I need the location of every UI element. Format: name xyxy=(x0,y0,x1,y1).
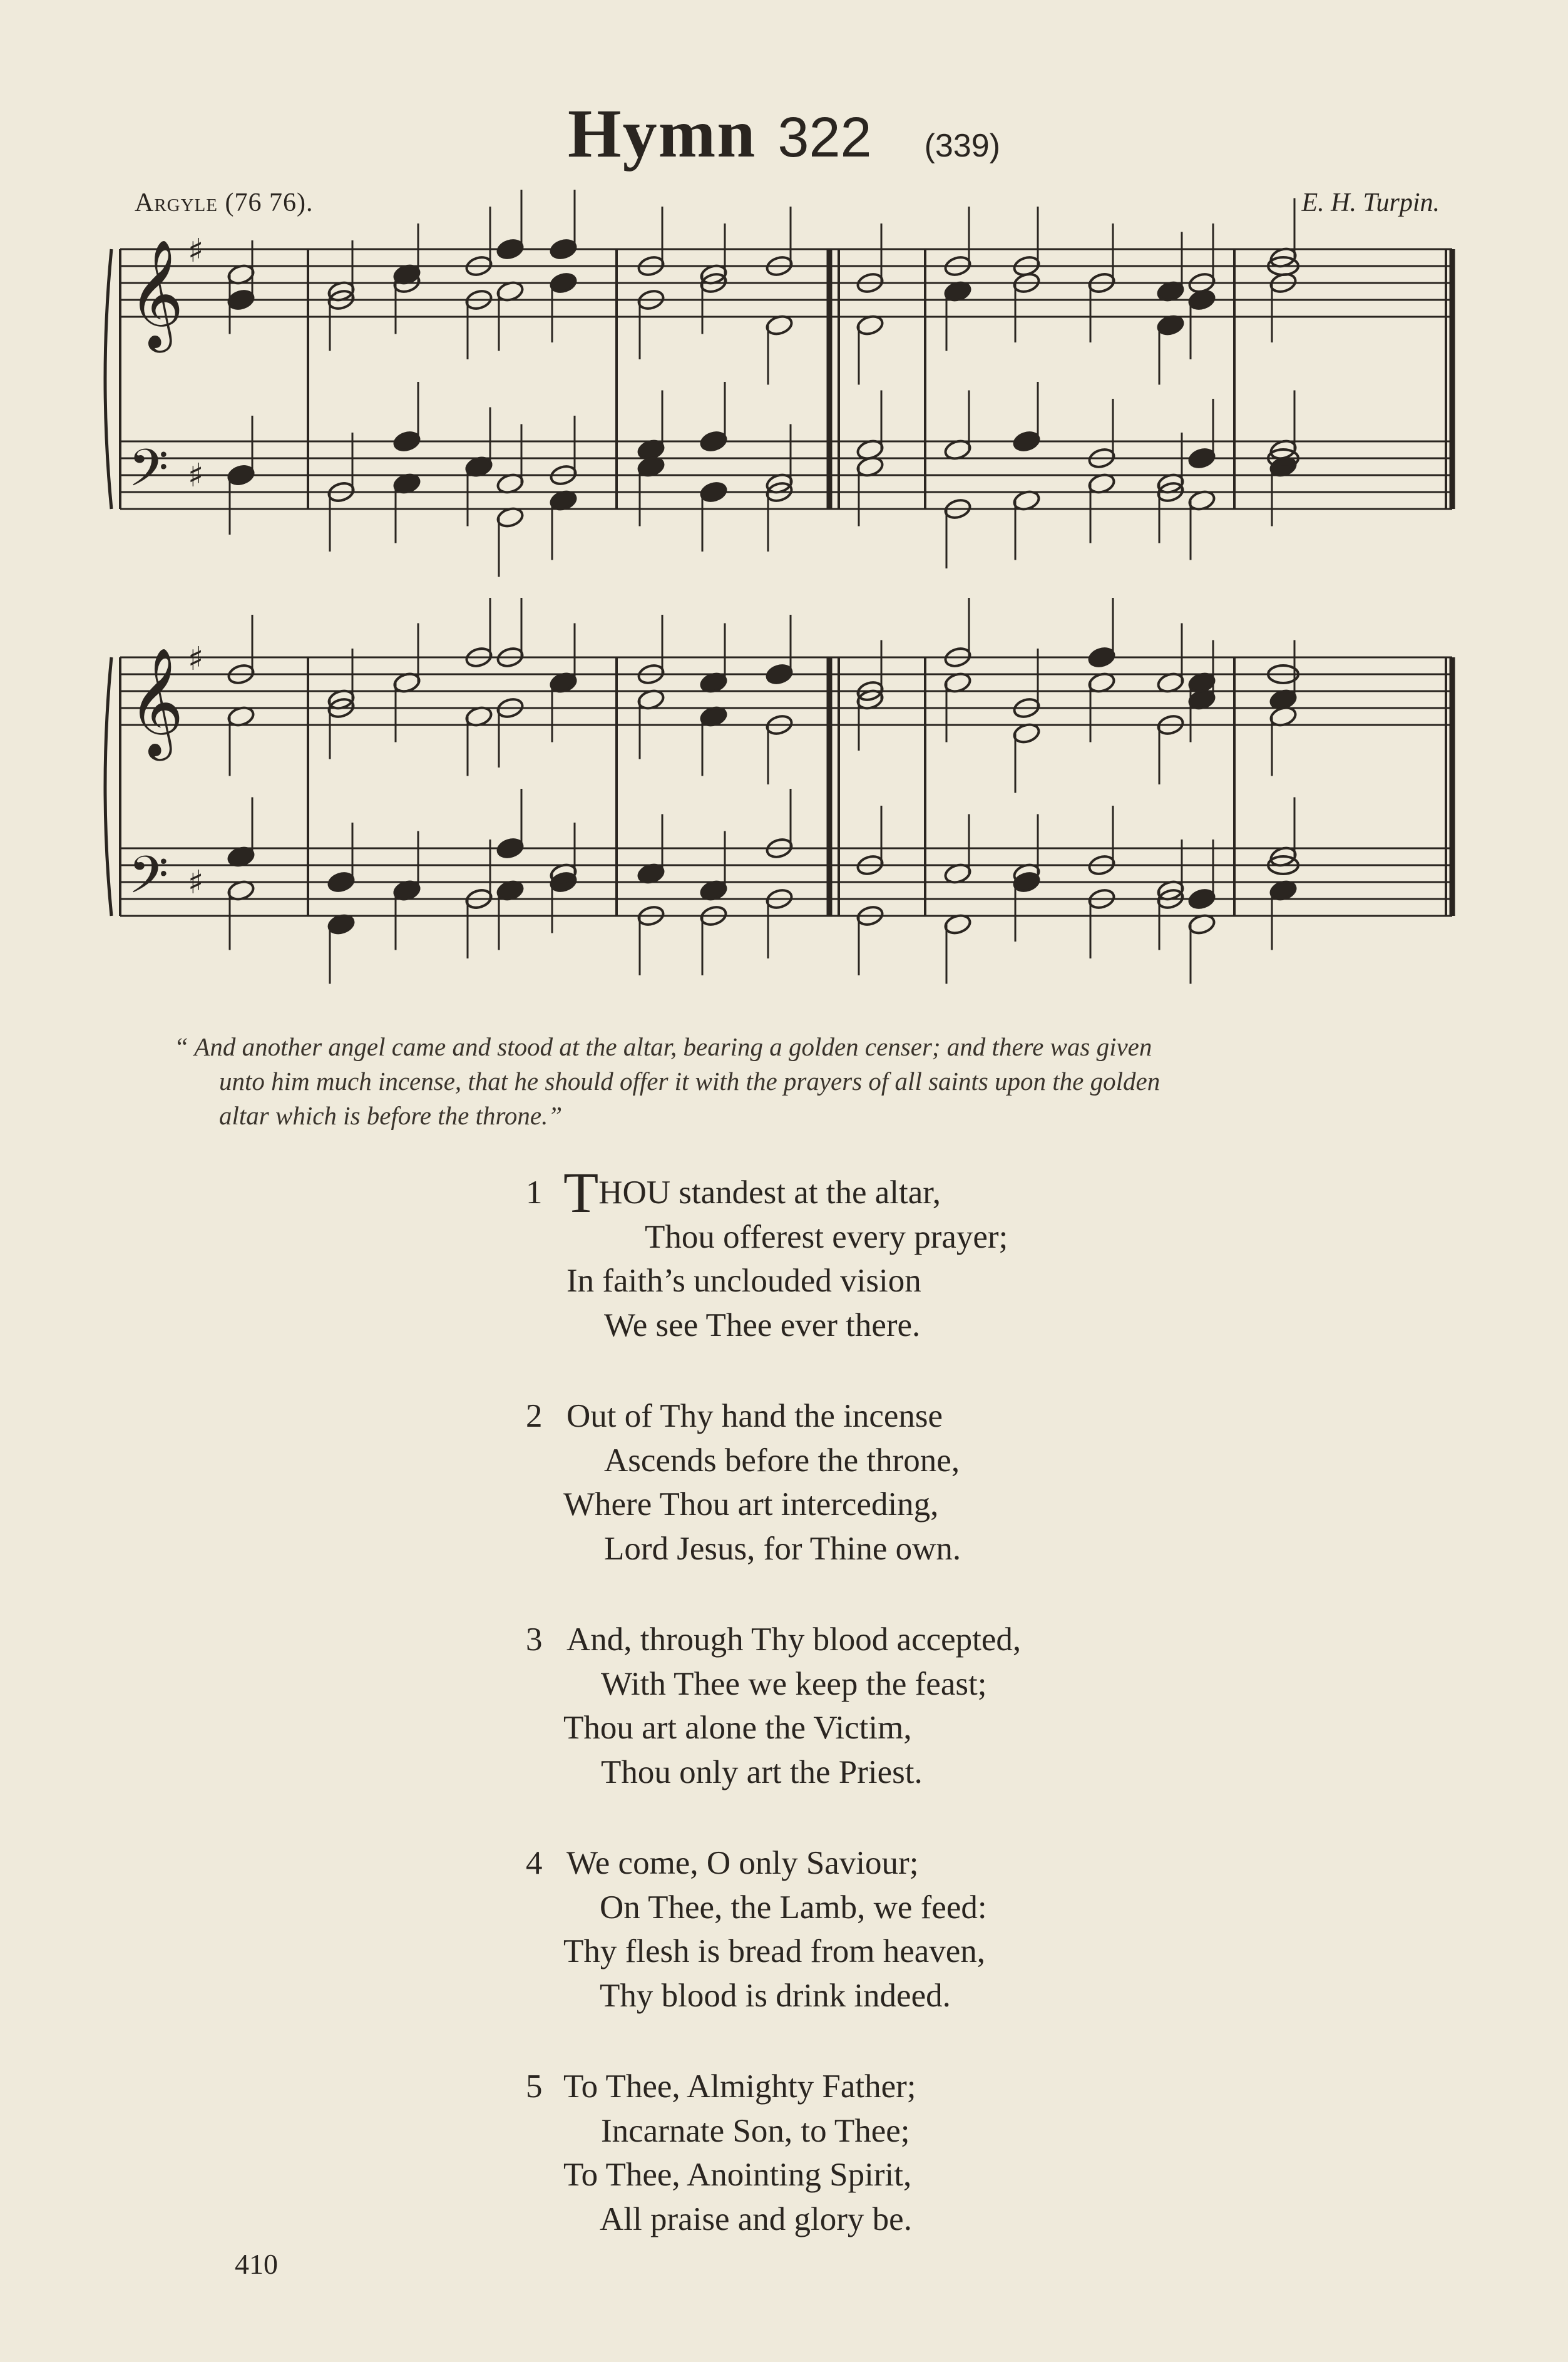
sharp-icon: ♯ xyxy=(188,457,204,495)
verse-number: 4 xyxy=(526,1845,543,1881)
verse-line: Thou only art the Priest. xyxy=(601,1754,923,1790)
note-head xyxy=(1187,288,1216,311)
music-score xyxy=(0,0,1568,1014)
scripture-line: unto him much incense, that he should offer it with the prayers of all saints upon the golden xyxy=(219,1067,1161,1096)
brace xyxy=(105,657,111,916)
verse-line: Thou offerest every prayer; xyxy=(645,1218,1008,1255)
verse-line: Lord Jesus, for Thine own. xyxy=(604,1530,961,1567)
alt-hymn-number: (339) xyxy=(924,128,1000,164)
verse-number: 3 xyxy=(526,1621,543,1658)
treble-clef-icon: 𝄞 xyxy=(128,239,184,348)
verse xyxy=(526,2065,1340,2241)
verse-line: To Thee, Anointing Spirit, xyxy=(563,2157,912,2193)
note-head xyxy=(1187,887,1216,910)
note-head xyxy=(227,463,255,486)
verse-line: We see Thee ever there. xyxy=(604,1307,921,1343)
music-system-2 xyxy=(105,598,1452,984)
composer-name: E. H. Turpin. xyxy=(1301,188,1440,217)
hymn-verses xyxy=(526,1161,1340,2288)
treble-clef-icon: 𝄞 xyxy=(128,647,184,756)
note-head xyxy=(549,237,578,260)
verse xyxy=(526,1161,1340,1347)
verse-line: Thy flesh is bread from heaven, xyxy=(563,1933,986,1969)
verse xyxy=(526,1394,1340,1571)
verse xyxy=(526,1618,1340,1794)
note-head xyxy=(699,480,728,503)
hymn-number: 322 xyxy=(777,106,872,169)
verse-line: Where Thou art interceding, xyxy=(563,1486,939,1522)
verse xyxy=(526,1841,1340,2018)
sharp-icon: ♯ xyxy=(188,864,204,901)
verse-line: All praise and glory be. xyxy=(600,2200,912,2237)
verse-line: Thou art alone the Victim, xyxy=(563,1710,912,1746)
treble-staff xyxy=(120,249,1452,317)
drop-cap: T xyxy=(563,1161,599,1225)
note-head xyxy=(1012,870,1041,893)
verse-line: Ascends before the throne, xyxy=(604,1442,960,1479)
note-head xyxy=(765,662,794,685)
scripture-line: altar which is before the throne.” xyxy=(219,1101,563,1130)
brace xyxy=(105,249,111,509)
note-head xyxy=(1012,429,1041,453)
music-system-1 xyxy=(105,190,1452,577)
note-head xyxy=(496,237,525,260)
page-number: 410 xyxy=(235,2248,278,2280)
verse-line: 3 And, through Thy blood accepted, xyxy=(526,1618,1340,1662)
note-head xyxy=(1087,645,1116,669)
verse-number: 5 xyxy=(526,2068,543,2105)
note-head xyxy=(392,429,421,453)
note-head xyxy=(699,429,728,453)
verse-line: With Thee we keep the feast; xyxy=(601,1665,987,1702)
verse-line xyxy=(526,1161,1340,1225)
bass-clef-icon: 𝄢 xyxy=(128,438,169,511)
tune-name: Argyle (76 76). xyxy=(135,188,314,217)
hymn-word: Hymn xyxy=(568,95,757,172)
note-head xyxy=(327,870,356,893)
verse-line: 5 To Thee, Almighty Father; xyxy=(526,2065,1340,2109)
note-head xyxy=(1187,446,1216,470)
verse-line: Thy blood is drink indeed. xyxy=(600,1977,951,2014)
sharp-icon: ♯ xyxy=(188,232,204,270)
note-head xyxy=(496,836,525,860)
sharp-icon: ♯ xyxy=(188,640,204,678)
verse-number: 1 xyxy=(526,1174,543,1211)
verse-line: 4 We come, O only Saviour; xyxy=(526,1841,1340,1886)
bass-clef-icon: 𝄢 xyxy=(128,845,169,918)
verse-line: On Thee, the Lamb, we feed: xyxy=(600,1889,987,1926)
scripture-line: “ And another angel came and stood at the altar, bearing a golden censer; and there was given xyxy=(174,1032,1152,1061)
note-head xyxy=(549,271,578,294)
verse-line-text: THOU standest at the altar, xyxy=(563,1161,941,1225)
verse-line: 2 Out of Thy hand the incense xyxy=(526,1394,1340,1439)
note-head xyxy=(227,288,255,311)
verse-number: 2 xyxy=(526,1398,543,1434)
verse-line: In faith’s unclouded vision xyxy=(566,1263,921,1299)
verse-line: Incarnate Son, to Thee; xyxy=(601,2112,910,2149)
scripture-quote xyxy=(174,1030,1408,1133)
